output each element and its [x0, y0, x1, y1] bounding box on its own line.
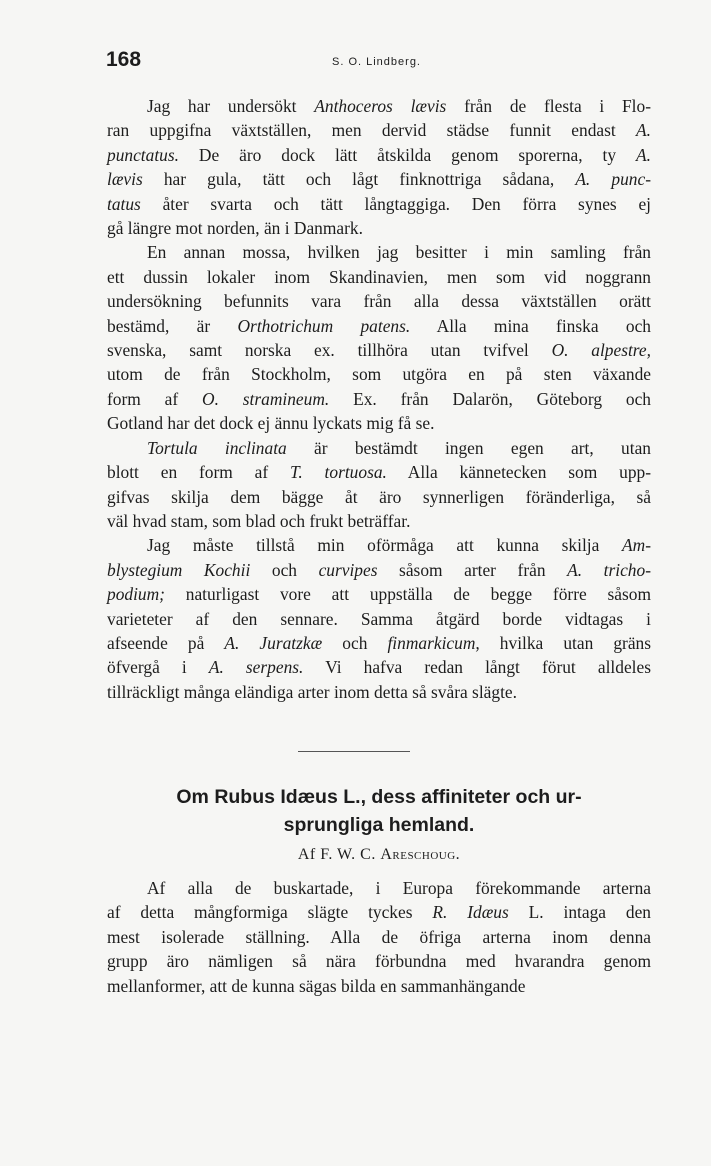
- text-run: öfvergå i: [107, 657, 209, 678]
- section-lindberg-body: [107, 94, 651, 704]
- italic-term: T. tortuosa.: [289, 462, 387, 483]
- italic-term: lævis: [107, 169, 143, 190]
- text-line: [107, 216, 651, 240]
- byline-prefix: Af F. W. C.: [297, 846, 376, 863]
- text-run: svenska, samt norska ex. tillhöra utan tvifvel: [107, 340, 552, 361]
- text-run: Gotland har det dock ej ännu lyckats mig få se.: [107, 413, 435, 434]
- page-number: 168: [106, 48, 142, 71]
- text-line: [107, 974, 651, 998]
- text-run: hvilka utan gräns: [479, 632, 652, 653]
- text-line: [107, 607, 651, 631]
- text-line: [107, 655, 651, 679]
- text-run: och: [322, 632, 388, 653]
- text-run: Ex. från Dalarön, Göteborg och: [329, 388, 651, 409]
- text-line: [107, 240, 651, 264]
- text-run: Alla mina finska och: [410, 315, 651, 336]
- italic-term: O. alpestre,: [551, 340, 651, 361]
- italic-term: blystegium Kochii: [107, 559, 251, 580]
- italic-term: Anthoceros lævis: [314, 96, 447, 116]
- text-line: [107, 143, 651, 167]
- text-line: [107, 265, 651, 289]
- text-run: gå längre mot norden, än i Danmark.: [107, 218, 363, 239]
- text-line: [107, 436, 651, 460]
- text-run: varieteter af den sennare. Samma åtgärd borde vidtagas i: [107, 608, 651, 629]
- article-byline: [107, 846, 651, 864]
- text-line: [107, 876, 651, 900]
- section-divider: [298, 751, 410, 752]
- italic-term: A.: [636, 120, 651, 141]
- italic-term: O. stramineum.: [202, 388, 330, 409]
- text-run: form af: [107, 388, 203, 409]
- lindberg-paragraph: [107, 240, 651, 435]
- text-run: grupp äro nämligen så nära förbundna med hvarandra genom: [107, 951, 651, 972]
- text-run: L. intaga den: [508, 902, 651, 923]
- text-line: [107, 533, 651, 557]
- text-run: åter svarta och tätt långtaggiga. Den förra synes ej: [140, 193, 651, 214]
- italic-term: A. Juratzkæ: [224, 632, 323, 653]
- italic-term: finmarkicum,: [387, 632, 480, 653]
- text-run: Vi hafva redan långt förut alldeles: [303, 657, 651, 678]
- text-line: [107, 631, 651, 655]
- text-line: [107, 314, 651, 338]
- text-run: bestämd, är: [107, 315, 238, 336]
- areschoug-paragraph: [107, 876, 651, 998]
- text-line: [107, 900, 651, 924]
- text-run: och: [250, 559, 319, 580]
- text-run: mellanformer, att de kunna sägas bilda en sammanhängande: [107, 975, 526, 996]
- italic-term: podium;: [107, 584, 165, 605]
- italic-term: A. serpens.: [208, 657, 304, 678]
- text-run: Jag måste tillstå min oförmåga att kunna skilja: [147, 535, 623, 556]
- text-run: Jag har undersökt: [147, 96, 315, 116]
- running-header: [106, 48, 652, 78]
- text-line: [107, 558, 651, 582]
- text-run: afseende på: [107, 632, 225, 653]
- italic-term: curvipes: [318, 559, 378, 580]
- text-run: från de flesta i Flo-: [446, 96, 651, 116]
- italic-term: Orthotrichum patens.: [237, 315, 411, 336]
- text-run: har gula, tätt och lågt finknottriga sådana,: [142, 169, 576, 190]
- lindberg-paragraph: [107, 94, 651, 240]
- byline-author: Areschoug.: [380, 846, 461, 863]
- text-line: [107, 167, 651, 191]
- text-line: [107, 192, 651, 216]
- italic-term: Am-: [622, 535, 651, 556]
- lindberg-paragraph: [107, 533, 651, 704]
- text-run: naturligast vore att uppställa de begge förre såsom: [164, 584, 651, 605]
- text-run: af detta mångformiga slägte tyckes: [107, 902, 433, 923]
- text-run: såsom arter från: [377, 559, 568, 580]
- text-line: [107, 509, 651, 533]
- text-line: [107, 338, 651, 362]
- article-title-line-2: sprungliga hemland.: [283, 814, 475, 836]
- italic-term: Tortula inclinata: [147, 437, 287, 458]
- text-run: tillräckligt många eländiga arter inom detta så svåra slägte.: [107, 681, 517, 702]
- section-areschoug-body: [107, 876, 651, 998]
- text-run: Af alla de buskartade, i Europa förekommande arterna: [147, 878, 651, 898]
- text-line: [107, 289, 651, 313]
- text-line: [107, 680, 651, 704]
- text-line: [107, 460, 651, 484]
- text-line: [107, 582, 651, 606]
- text-line: [107, 949, 651, 973]
- text-line: [107, 485, 651, 509]
- text-run: ett dussin lokaler inom Skandinavien, men som vid noggrann: [107, 266, 651, 287]
- italic-term: R. Idæus: [432, 902, 509, 923]
- text-run: mest isolerade ställning. Alla de öfriga arterna inom denna: [107, 926, 651, 947]
- text-run: De äro dock lätt åtskilda genom sporerna, ty: [178, 144, 637, 165]
- italic-term: A. tricho-: [567, 559, 651, 580]
- text-run: blott en form af: [107, 462, 290, 483]
- text-run: väl hvad stam, som blad och frukt beträffar.: [107, 510, 411, 531]
- article-title-line-1: Om Rubus Idæus L., dess affiniteter och ur-: [176, 786, 582, 808]
- italic-term: punctatus.: [107, 144, 179, 165]
- text-line: [107, 387, 651, 411]
- text-run: En annan mossa, hvilken jag besitter i min samling från: [147, 242, 651, 263]
- italic-term: A. punc-: [575, 169, 651, 190]
- text-run: gifvas skilja dem bägge åt äro synnerligen föränderliga, så: [107, 486, 651, 507]
- text-run: Alla kännetecken som upp-: [386, 462, 651, 483]
- italic-term: A.: [636, 144, 651, 165]
- text-run: utom de från Stockholm, som utgöra en på sten växande: [107, 364, 651, 385]
- text-line: [107, 94, 651, 118]
- text-run: är bestämdt ingen egen art, utan: [286, 437, 651, 458]
- text-run: ran uppgifna växtställen, men dervid städse funnit endast: [107, 120, 637, 141]
- text-line: [107, 118, 651, 142]
- article-title: [107, 783, 651, 839]
- italic-term: tatus: [107, 193, 141, 214]
- text-run: undersökning befunnits vara från alla dessa växtställen orätt: [107, 291, 651, 312]
- lindberg-paragraph: [107, 436, 651, 534]
- running-head-author: S. O. Lindberg.: [332, 56, 421, 68]
- text-line: [107, 925, 651, 949]
- text-line: [107, 411, 651, 435]
- text-line: [107, 362, 651, 386]
